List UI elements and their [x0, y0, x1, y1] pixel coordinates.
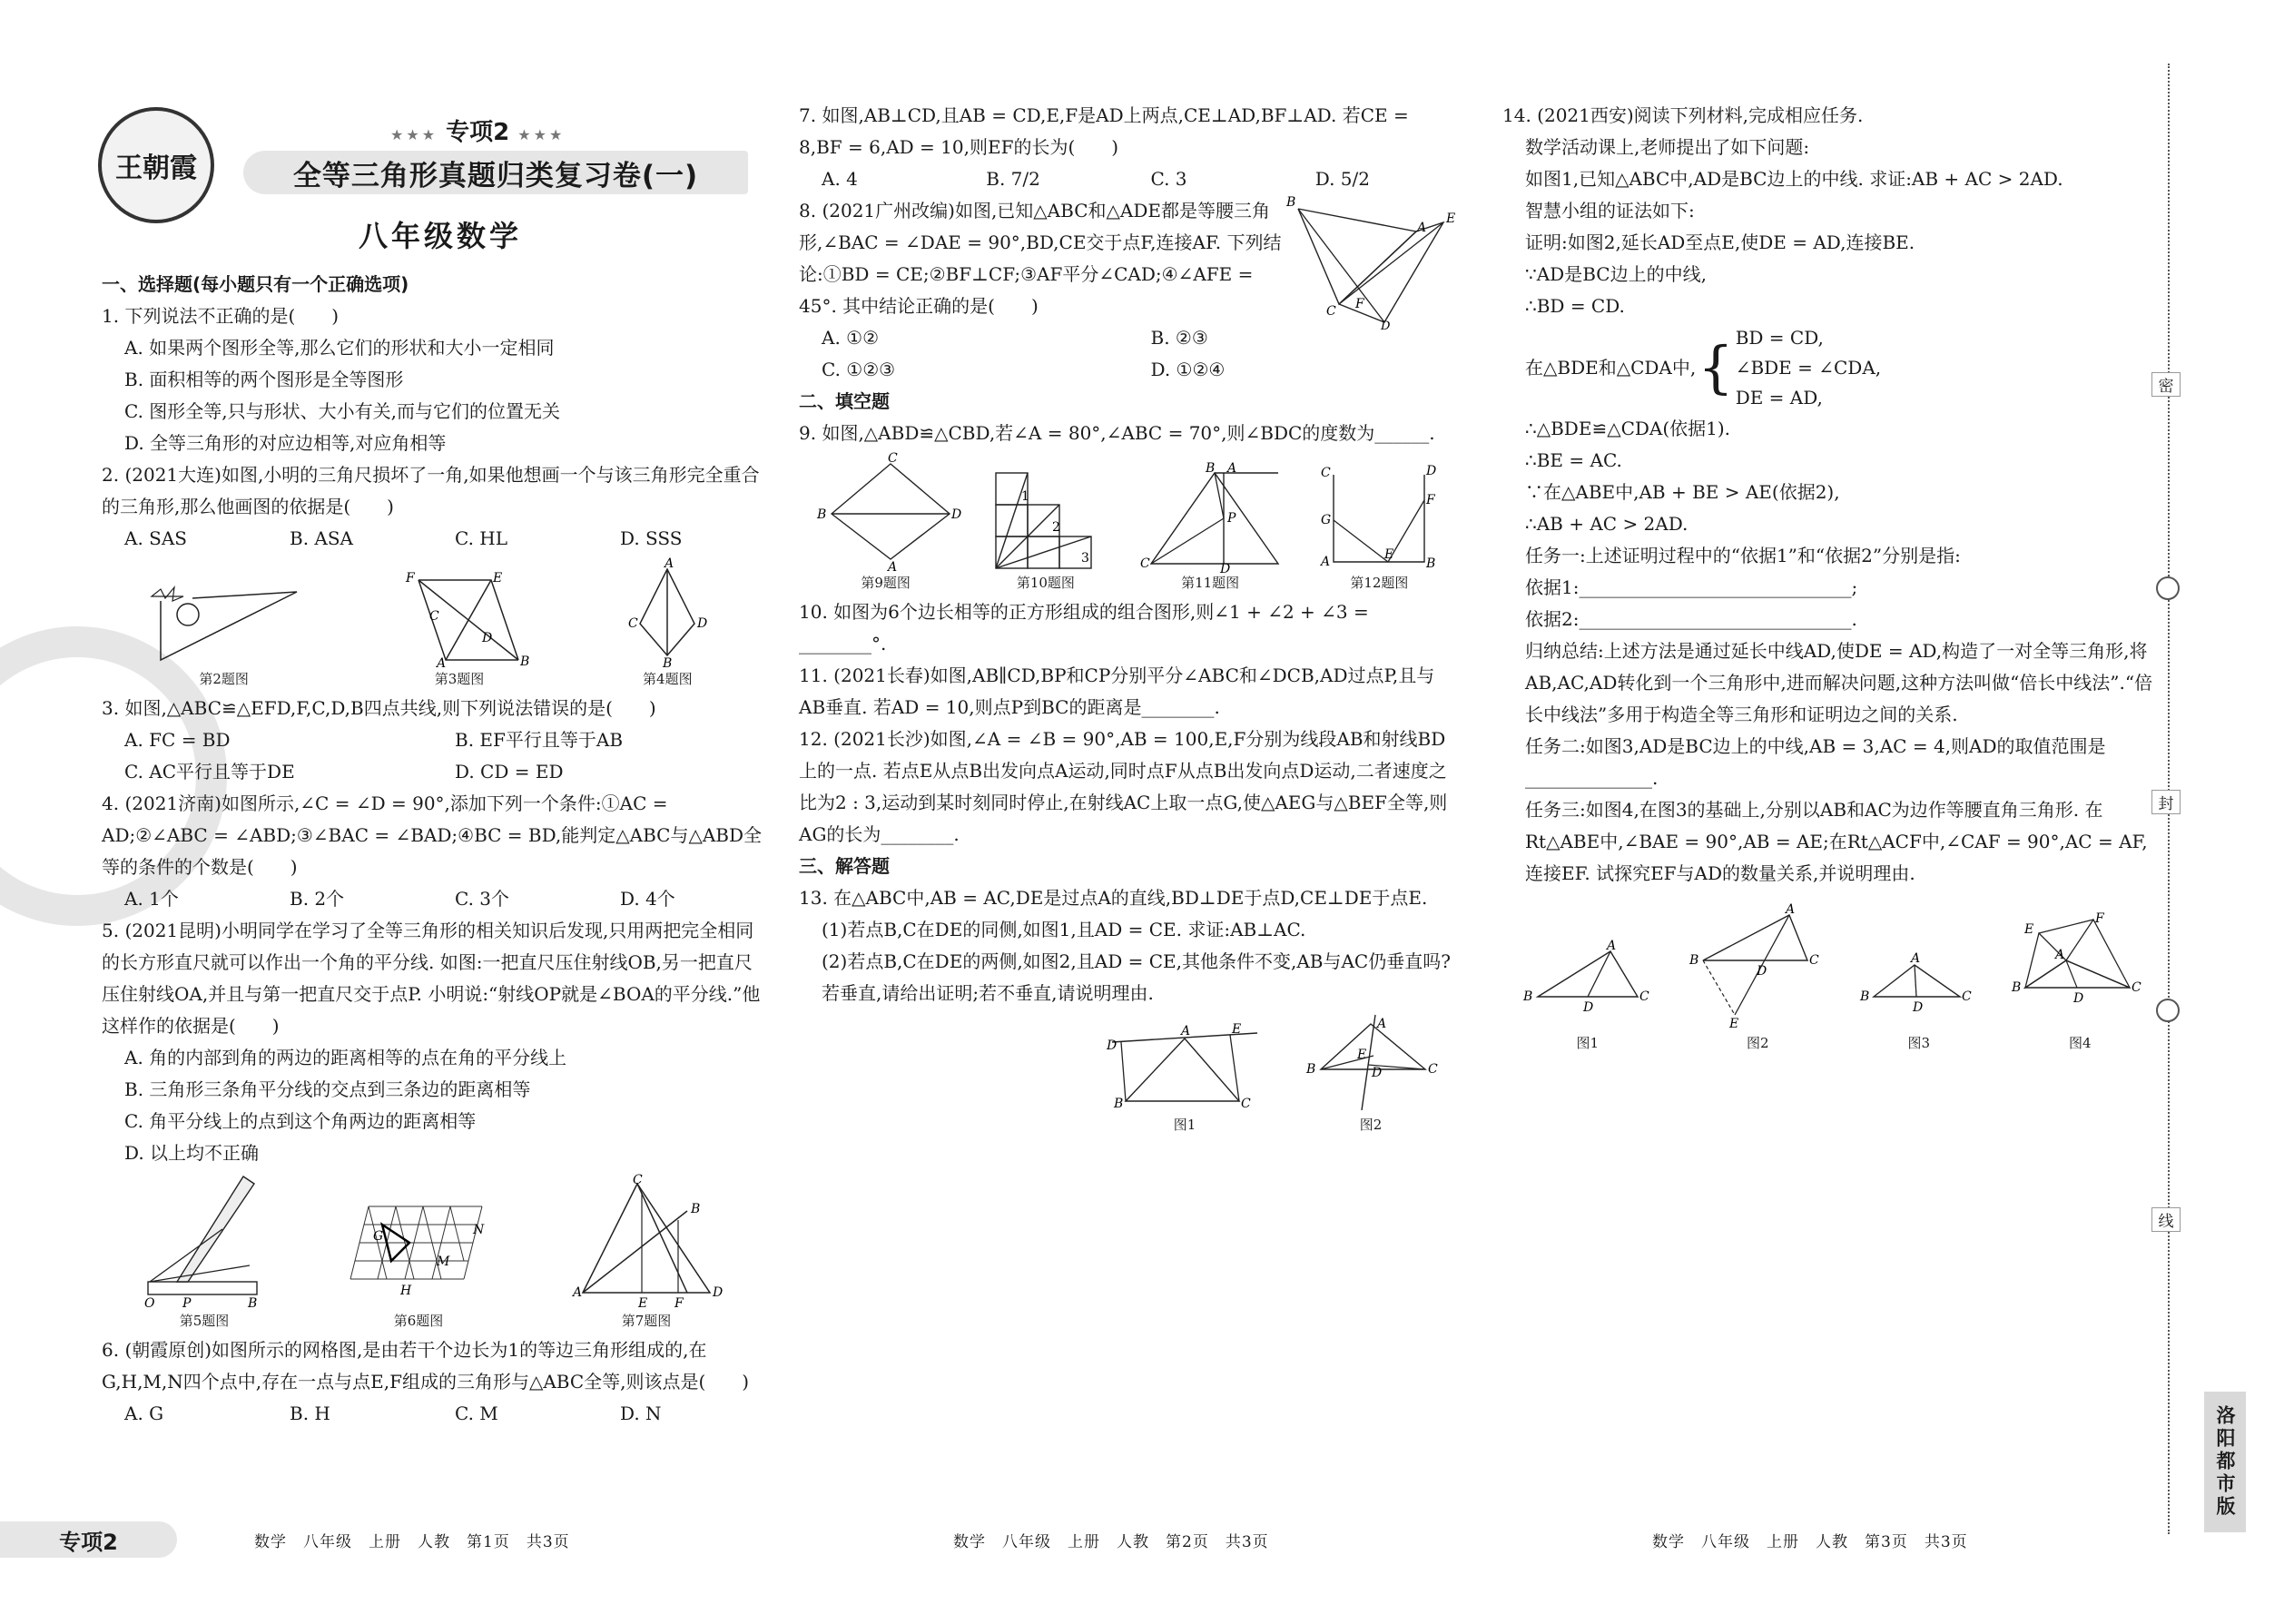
svg-text:F: F [2095, 911, 2104, 926]
q14-system-lines [1736, 323, 1881, 413]
column-2 [799, 100, 1457, 1138]
figures-9-12 [799, 451, 1457, 593]
svg-text:P: P [182, 1296, 192, 1311]
svg-text:B: B [816, 507, 826, 522]
q8-option-d: D. ①②④ [1150, 359, 1226, 380]
q7-options [799, 163, 1457, 195]
q7-option-a: A. 4 [822, 168, 858, 190]
column-1 [102, 269, 763, 1430]
figures-13 [799, 1015, 1457, 1135]
question-3: 3. 如图,△ABC≌△EFD,F,C,D,B四点共线,则下列说法错误的是( ) [102, 697, 656, 719]
figure-14-2-caption: 图2 [1746, 1035, 1769, 1051]
svg-text:B: B [1206, 461, 1216, 476]
svg-text:E: E [2024, 922, 2034, 937]
figure-14-3-caption: 图3 [1907, 1035, 1931, 1051]
q4-option-b: B. 2个 [290, 888, 345, 910]
q2-option-b: B. ASA [290, 527, 353, 549]
q4-option-c: C. 3个 [455, 888, 510, 910]
figure-11-diagram [1133, 461, 1287, 576]
svg-text:A: A [1377, 1017, 1387, 1031]
figure-14-4 [2012, 911, 2148, 1053]
question-4: 4. (2021济南)如图所示,∠C = ∠D = 90°,添加下列一个条件:①AC = AD;②∠ABC = ∠ABD;③∠BAC = ∠BAD;④BC = BD,能判定△ABC与△ABD全等的条件的个数是( ) [102, 792, 763, 878]
svg-text:C: C [633, 1173, 643, 1187]
svg-text:A: A [887, 560, 897, 575]
figure-10-diagram [987, 464, 1105, 573]
q8-block [799, 195, 1457, 333]
svg-text:E: E [1357, 1048, 1367, 1062]
q2-option-a: A. SAS [124, 527, 188, 549]
svg-text:H: H [400, 1284, 412, 1298]
q6-option-d: D. N [620, 1403, 662, 1424]
figure-14-3-diagram [1860, 942, 1978, 1033]
svg-text:D: D [1107, 1038, 1117, 1053]
footer-tag [0, 1521, 177, 1558]
task-1-basis-2[interactable]: 依据2:______________________________. [1525, 608, 1857, 630]
svg-text:G: G [1321, 513, 1332, 527]
question-7: 7. 如图,AB⊥CD,且AB = CD,E,F是AD上两点,CE⊥AD,BF⊥AD. 若CE = 8,BF = 6,AD = 10,则EF的长为( ) [799, 104, 1409, 158]
binding-mark-mi: 密 [2151, 372, 2181, 397]
q1-option-d: D. 全等三角形的对应边相等,对应角相等 [124, 432, 447, 454]
figure-10 [987, 464, 1105, 593]
q14-line-2: 如图1,已知△ABC中,AD是BC边上的中线. 求证:AB + AC > 2AD. [1525, 168, 2063, 190]
figure-14-2 [1689, 902, 1826, 1053]
svg-text:A: A [1227, 461, 1237, 476]
q14-line-4: 证明:如图2,延长AD至点E,使DE = AD,连接BE. [1525, 231, 1915, 253]
task-1-basis-1[interactable]: 依据1:______________________________; [1525, 576, 1858, 598]
svg-text:D: D [1757, 964, 1767, 979]
svg-text:E: E [1384, 547, 1394, 562]
figure-7-diagram [569, 1175, 724, 1311]
q4-options [102, 883, 763, 915]
figure-6 [346, 1193, 491, 1331]
figure-13-2-caption: 图2 [1359, 1117, 1383, 1133]
svg-text:B: B [1426, 556, 1436, 571]
svg-text:D: D [1912, 1000, 1923, 1015]
figure-11 [1133, 461, 1287, 593]
svg-text:B: B [1859, 989, 1870, 1004]
q3-option-c: C. AC平行且等于DE [124, 761, 295, 782]
figure-12-diagram [1315, 464, 1442, 573]
figure-4-caption: 第4题图 [643, 671, 693, 687]
question-9: 9. 如图,△ABD≌△CBD,若∠A = 80°,∠ABC = 70°,则∠BDC的度数为______. [799, 422, 1435, 444]
q6-option-b: B. H [290, 1403, 330, 1424]
q5-option-b: B. 三角形三条角平分线的交点到三条边的距离相等 [124, 1078, 531, 1100]
question-1: 1. 下列说法不正确的是( ) [102, 305, 340, 327]
q14-system-lead: 在△BDE和△CDA中, [1525, 356, 1697, 379]
svg-text:B: B [2012, 980, 2022, 995]
question-11: 11. (2021长春)如图,AB∥CD,BP和CP分别平分∠ABC和∠DCB,AD过点P,且与AB垂直. 若AD = 10,则点P到BC的距离是________. [799, 664, 1435, 718]
svg-text:A: A [1181, 1024, 1191, 1038]
svg-text:C: C [1639, 989, 1649, 1004]
q14-system-line-3: DE = AD, [1735, 386, 1823, 408]
figures-5-7 [102, 1175, 763, 1331]
svg-text:N: N [473, 1223, 485, 1237]
figure-6-caption: 第6题图 [393, 1313, 444, 1329]
figure-12-caption: 第12题图 [1350, 575, 1409, 591]
q3-options [102, 724, 763, 788]
svg-text:C: C [428, 609, 439, 624]
grade-title: 八年级数学 [359, 219, 523, 253]
svg-text:F: F [1355, 297, 1364, 311]
svg-text:C: C [1140, 556, 1150, 571]
svg-text:A: A [436, 656, 447, 671]
figure-5 [141, 1175, 268, 1331]
footer-page-3: 数学 八年级 上册 人教 第3页 共3页 [1652, 1533, 1968, 1551]
q1-option-c: C. 图形全等,只与形状、大小有关,而与它们的位置无关 [124, 400, 561, 422]
svg-text:1: 1 [1020, 489, 1029, 504]
figure-3 [391, 569, 530, 689]
figure-10-caption: 第10题图 [1016, 575, 1075, 591]
question-2: 2. (2021大连)如图,小明的三角尺损坏了一角,如果他想画一个与该三角形完全重合的三角形,那么他画图的依据是( ) [102, 464, 760, 517]
q8-text [799, 195, 1285, 322]
figure-5-diagram [141, 1175, 268, 1311]
figure-11-caption: 第11题图 [1181, 575, 1240, 591]
q14-line-5: ∵AD是BC边上的中线, [1525, 263, 1707, 285]
svg-text:B: B [1522, 989, 1533, 1004]
question-5: 5. (2021昆明)小明同学在学习了全等三角形的相关知识后发现,只用两把完全相同的长方形直尺就可以作出一个角的平分线. 如图:一把直尺压住射线OB,另一把直尺压住射线OA,并且与第一把直尺交于点P. 小明说:“射线OP就是∠BOA的平分线.”他这样作的依据是( ) [102, 920, 761, 1037]
question-13-part-2: (2)若点B,C在DE的两侧,如图2,且AD = CE,其他条件不变,AB与AC仍垂直吗? 若垂直,请给出证明;若不垂直,请说明理由. [822, 950, 1451, 1004]
q14-line-6: ∴BD = CD. [1525, 295, 1625, 317]
binding-hole-icon [2156, 999, 2180, 1022]
q6-option-a: A. G [124, 1403, 164, 1424]
task-3: 任务三:如图4,在图3的基础上,分别以AB和AC为边作等腰直角三角形. 在Rt△ABE中,∠BAE = 90°,AB = AE;在Rt△ACF中,∠CAF = 90°,AC = AF,连接EF. 试探究EF与AD的数量关系,并说明理由. [1525, 799, 2148, 884]
figures-14 [1502, 902, 2165, 1053]
q6-options [102, 1398, 763, 1430]
figure-13-2 [1303, 1015, 1439, 1135]
figure-6-diagram [346, 1193, 491, 1311]
summary: 归纳总结:上述方法是通过延长中线AD,使DE = AD,构造了一对全等三角形,将AB,AC,AD转化到一个三角形中,进而解决问题,这种方法叫做“倍长中线法”.“倍长中线法”多用于构造全等三角形和证明边之间的关系. [1525, 640, 2153, 725]
q14-line-1: 数学活动课上,老师提出了如下问题: [1525, 136, 1810, 158]
svg-text:D: D [1582, 1000, 1593, 1015]
q5-option-d: D. 以上均不正确 [124, 1142, 260, 1164]
question-12: 12. (2021长沙)如图,∠A = ∠B = 90°,AB = 100,E,F分别为线段AB和射线BD上的一点. 若点E从点B出发向点A运动,同时点F从点B出发向点D运动,二者速度之比为2 : 3,运动到某时刻同时停止,在射线AC上取一点G,使△AEG与△BEF全等,则AG的长为________. [799, 728, 1448, 845]
question-6: 6. (朝霞原创)如图所示的网格图,是由若干个边长为1的等边三角形组成的,在G,H,M,N四个点中,存在一点与点E,F组成的三角形与△ABC全等,则该点是( ) [102, 1339, 750, 1393]
figures-2-4 [102, 556, 763, 689]
q3-option-a: A. FC = BD [124, 729, 231, 751]
svg-text:E: E [1446, 212, 1456, 226]
svg-text:F: F [674, 1296, 684, 1311]
svg-text:E: E [492, 571, 503, 586]
question-13-part-1: (1)若点B,C在DE的同侧,如图1,且AD = CE. 求证:AB⊥AC. [822, 919, 1306, 940]
figure-7-caption: 第7题图 [621, 1313, 672, 1329]
svg-text:B: B [1114, 1097, 1124, 1111]
figure-3-diagram [391, 569, 530, 671]
figure-14-1 [1520, 939, 1656, 1053]
svg-text:B: B [691, 1202, 701, 1216]
figure-14-1-diagram [1520, 939, 1656, 1033]
svg-text:G: G [373, 1229, 384, 1244]
svg-text:D: D [1220, 562, 1231, 576]
svg-text:D: D [1426, 464, 1437, 478]
q14-line-10: ∵在△ABE中,AB + BE > AE(依据2), [1525, 481, 1840, 503]
svg-text:D: D [481, 631, 493, 645]
logo-text: 王朝霞 [115, 153, 197, 184]
svg-text:D: D [1381, 320, 1391, 333]
svg-text:A: A [1606, 939, 1616, 953]
brace-icon: { [1698, 334, 1734, 400]
figure-3-caption: 第3题图 [434, 671, 485, 687]
q1-option-a: A. 如果两个图形全等,那么它们的形状和大小一定相同 [124, 337, 555, 359]
q2-option-c: C. HL [455, 527, 508, 549]
svg-text:C: C [1321, 466, 1332, 480]
q5-option-a: A. 角的内部到角的两边的距离相等的点在角的平分线上 [124, 1047, 567, 1068]
figure-13-2-diagram [1303, 1015, 1439, 1115]
binding-mark-feng: 封 [2151, 790, 2181, 814]
svg-text:B: B [663, 656, 673, 671]
page-title: 全等三角形真题归类复习卷(一) [243, 151, 748, 194]
svg-text:M: M [437, 1255, 450, 1269]
figure-7 [569, 1175, 724, 1331]
figure-2 [147, 578, 301, 689]
logo [98, 107, 214, 223]
figure-9 [813, 451, 961, 593]
q2-option-d: D. SSS [620, 527, 683, 549]
svg-text:B: B [1689, 953, 1699, 968]
q14-system-line-2: ∠BDE = ∠CDA, [1735, 356, 1882, 379]
footer-page-1: 数学 八年级 上册 人教 第1页 共3页 [254, 1533, 570, 1551]
q3-option-d: D. CD = ED [455, 761, 564, 782]
svg-text:A: A [1910, 951, 1920, 966]
svg-text:C: C [2132, 980, 2141, 995]
q8-option-a: A. ①② [822, 327, 880, 349]
svg-text:C: C [1961, 989, 1972, 1004]
svg-text:A: A [1321, 555, 1331, 569]
figure-14-4-caption: 图4 [2068, 1035, 2092, 1051]
svg-text:B: B [1286, 195, 1296, 210]
q14-line-9: ∴BE = AC. [1525, 449, 1622, 471]
svg-text:F: F [1426, 493, 1436, 507]
column-3 [1502, 100, 2165, 1057]
figure-5-caption: 第5题图 [179, 1313, 230, 1329]
figure-14-3 [1860, 942, 1978, 1053]
figure-4-diagram [617, 556, 717, 671]
section-fill: 二、填空题 [799, 390, 890, 412]
subject-tag: ★★★ 专项2 ★★★ [390, 119, 566, 146]
svg-text:A: A [573, 1285, 583, 1300]
svg-text:B: B [248, 1296, 258, 1311]
q14-system-line-1: BD = CD, [1735, 326, 1824, 349]
svg-text:B: B [519, 655, 530, 669]
q7-option-b: B. 7/2 [986, 168, 1040, 190]
footer-tag-text: 专项2 [59, 1529, 118, 1555]
svg-text:F: F [405, 571, 415, 586]
figure-14-2-diagram [1689, 902, 1826, 1033]
figure-9-diagram [813, 451, 961, 575]
svg-text:A: A [1786, 902, 1796, 917]
svg-text:2: 2 [1051, 520, 1060, 535]
task-1: 任务一:上述证明过程中的“依据1”和“依据2”分别是指: [1525, 545, 1961, 566]
q1-option-b: B. 面积相等的两个图形是全等图形 [124, 369, 404, 390]
svg-text:3: 3 [1080, 551, 1089, 566]
figure-12 [1315, 464, 1442, 593]
svg-text:D: D [1372, 1066, 1383, 1080]
q2-options [102, 523, 763, 555]
svg-text:C: C [628, 616, 639, 631]
svg-text:P: P [1227, 511, 1236, 526]
figure-4 [617, 556, 717, 689]
question-13: 13. 在△ABC中,AB = AC,DE是过点A的直线,BD⊥DE于点D,CE⊥DE于点E. [799, 887, 1428, 909]
figure-14-1-caption: 图1 [1576, 1035, 1600, 1051]
svg-text:O: O [144, 1296, 155, 1311]
section-answer: 三、解答题 [799, 855, 890, 877]
svg-text:D: D [2073, 991, 2084, 1006]
figure-13-1 [1103, 1024, 1266, 1135]
task-2: 任务二:如图3,AD是BC边上的中线,AB = 3,AC = 4,则AD的取值范围是______________. [1525, 735, 2106, 789]
svg-text:E: E [638, 1296, 648, 1311]
figure-8-diagram [1285, 195, 1457, 333]
svg-text:D: D [950, 507, 961, 522]
q8-option-c: C. ①②③ [822, 359, 896, 380]
q14-line-8: ∴△BDE≌△CDA(依据1). [1525, 418, 1731, 439]
q8-option-b: B. ②③ [1150, 327, 1208, 349]
figure-9-caption: 第9题图 [861, 575, 911, 591]
svg-text:C: C [1428, 1062, 1438, 1077]
q7-option-d: D. 5/2 [1314, 168, 1370, 190]
figure-14-4-diagram [2012, 911, 2148, 1033]
figure-2-diagram [147, 578, 301, 669]
svg-text:C: C [1241, 1097, 1251, 1111]
q3-option-b: B. EF平行且等于AB [455, 729, 624, 751]
svg-text:A: A [665, 556, 674, 571]
q14-system [1502, 322, 2165, 413]
q7-option-c: C. 3 [1150, 168, 1187, 190]
footer-page-2: 数学 八年级 上册 人教 第2页 共3页 [953, 1533, 1269, 1551]
figure-13-1-diagram [1103, 1024, 1266, 1115]
svg-text:D: D [713, 1285, 724, 1300]
svg-text:A: A [1417, 221, 1427, 235]
question-8: 8. (2021广州改编)如图,已知△ABC和△ADE都是等腰三角形,∠BAC = ∠DAE = 90°,BD,CE交于点F,连接AF. 下列结论:①BD = CE;②BF⊥CF;③AF平分∠CAD;④∠AFE = 45°. 其中结论正确的是( ) [799, 200, 1282, 317]
svg-text:C: C [1809, 953, 1819, 968]
q4-option-d: D. 4个 [620, 888, 675, 910]
q5-option-c: C. 角平分线上的点到这个角两边的距离相等 [124, 1110, 477, 1132]
figure-2-caption: 第2题图 [199, 671, 249, 687]
question-10: 10. 如图为6个边长相等的正方形组成的组合图形,则∠1 + ∠2 + ∠3 = ________°. [799, 601, 1369, 655]
svg-text:E: E [1232, 1022, 1242, 1037]
q8-options [799, 322, 1457, 386]
q14-line-11: ∴AB + AC > 2AD. [1525, 513, 1689, 535]
q6-option-c: C. M [455, 1403, 498, 1424]
svg-text:E: E [1729, 1017, 1739, 1031]
section-choice: 一、选择题(每小题只有一个正确选项) [102, 273, 409, 295]
svg-text:B: B [1306, 1062, 1316, 1077]
binding-mark-xian: 线 [2151, 1207, 2181, 1232]
binding-hole-icon [2156, 576, 2180, 600]
q4-option-a: A. 1个 [124, 888, 179, 910]
question-14: 14. (2021西安)阅读下列材料,完成相应任务. [1502, 104, 1864, 126]
svg-text:C: C [887, 451, 898, 466]
edition-tab: 洛阳都市版 [2204, 1392, 2246, 1532]
q14-line-3: 智慧小组的证法如下: [1525, 200, 1695, 221]
svg-text:D: D [697, 616, 708, 631]
figure-13-1-caption: 图1 [1173, 1117, 1196, 1133]
svg-text:A: A [2055, 948, 2065, 962]
svg-text:C: C [1326, 304, 1336, 319]
